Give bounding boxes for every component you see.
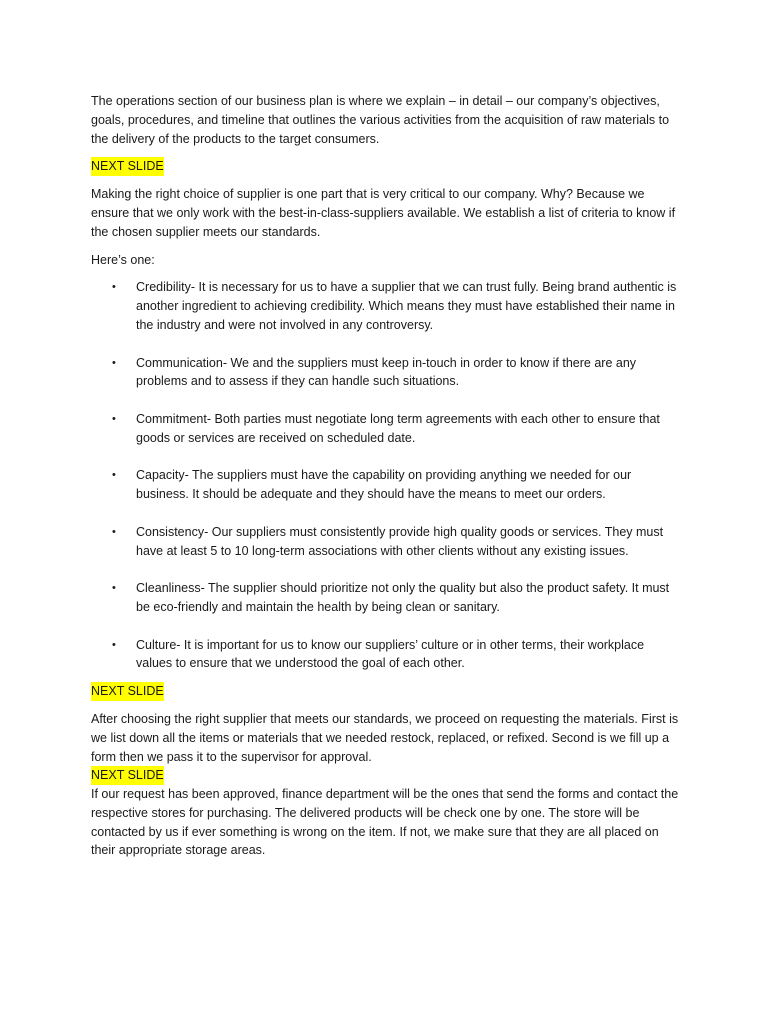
list-item (91, 278, 681, 334)
approval-paragraph: If our request has been approved, finance department will be the ones that send the forms and contact the respective stores for purchasing. The delivered products will be check one by one. The store will be contacted by us if ever something is wrong on the item. If not, we make sure that they are all placed on their appropriate storage areas. (91, 787, 679, 858)
criteria-text: Consistency- Our suppliers must consistently provide high quality goods or services. They must have at least 5 to 10 long-term associations with other clients without any existing issues. (136, 524, 664, 558)
list-item (91, 636, 681, 674)
bullet-icon: • (112, 412, 116, 425)
criteria-text: Capacity- The suppliers must have the capability on providing anything we needed for our business. It should be adequate and they should have the means to meet our orders. (136, 468, 632, 502)
supplier-paragraph: Making the right choice of supplier is one part that is very critical to our company. Why? Because we ensure that we only work with the best-in-class-suppliers available. We establish a list of criteria to know if the chosen supplier meets our standards. (91, 187, 676, 239)
list-item (91, 410, 681, 448)
bullet-icon: • (112, 582, 116, 595)
document-page (91, 92, 681, 860)
bullet-icon: • (112, 356, 116, 369)
next-slide-marker (91, 682, 681, 701)
bullet-icon: • (112, 525, 116, 538)
criteria-list (91, 278, 681, 673)
criteria-text: Cleanliness- The supplier should prioritize not only the quality but also the product safety. It must be eco-friendly and maintain the health by being clean or sanitary. (136, 581, 670, 614)
next-slide-marker (91, 766, 681, 785)
list-item (91, 354, 681, 392)
bullet-icon: • (112, 281, 116, 294)
heres-one-text: Here’s one: (91, 252, 155, 267)
next-slide-marker (91, 157, 681, 176)
list-item (91, 466, 681, 504)
intro-paragraph: The operations section of our business plan is where we explain – in detail – our company’s objectives, goals, procedures, and timeline that outlines the various activities from the acquisition of raw materials to the delivery of the products to the target consumers. (91, 94, 670, 146)
criteria-text: Communication- We and the suppliers must keep in-touch in order to know if there are any problems and to assess if they can handle such situations. (136, 355, 637, 389)
list-item (91, 579, 681, 617)
next-slide-label: NEXT SLIDE (91, 682, 164, 701)
list-item (91, 523, 681, 561)
criteria-text: Commitment- Both parties must negotiate long term agreements with each other to ensure that goods or services are received on scheduled date. (136, 411, 660, 445)
next-slide-label: NEXT SLIDE (91, 766, 164, 785)
request-paragraph: After choosing the right supplier that meets our standards, we proceed on requesting the materials. First is we list down all the items or materials that we needed restock, replaced, or refixed. Second is we fill up a form then we pass it to the supervisor for approval. (91, 711, 679, 764)
bullet-icon: • (112, 638, 116, 651)
criteria-text: Credibility- It is necessary for us to have a supplier that we can trust fully. Being brand authentic is another ingredient to achieving credibility. Which means they must have established their name in the industry and were not involved in any controversy. (136, 280, 677, 332)
next-slide-label: NEXT SLIDE (91, 157, 164, 176)
bullet-icon: • (112, 469, 116, 482)
criteria-text: Culture- It is important for us to know our suppliers’ culture or in other terms, their workplace values to ensure that we understood the goal of each other. (136, 637, 645, 671)
